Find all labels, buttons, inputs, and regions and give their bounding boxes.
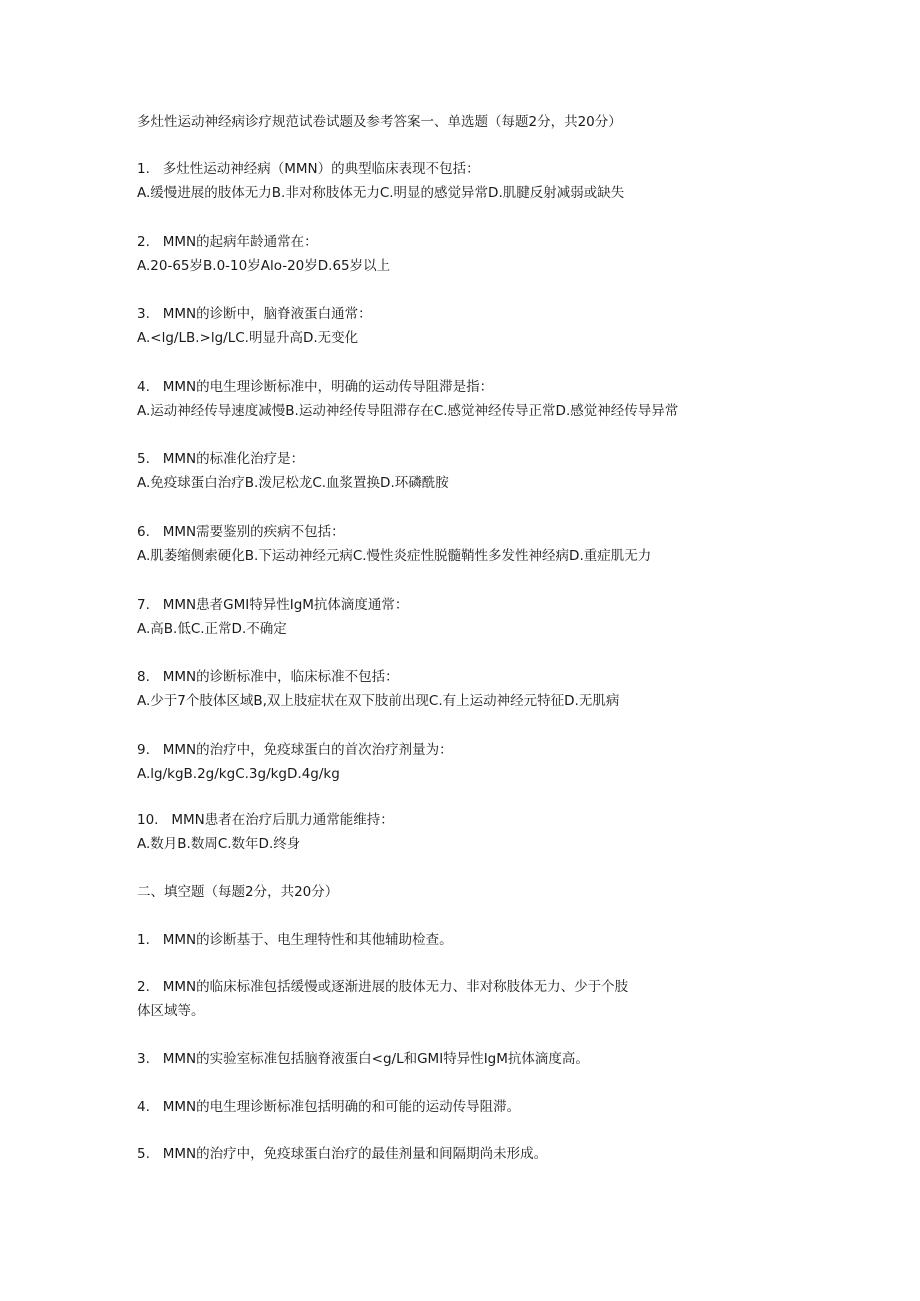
fill-item-5: [137, 1142, 817, 1166]
question-text: 1. 多灶性运动神经病（MMN）的典型临床表现不包括：: [137, 161, 480, 177]
fill-item-1: [137, 928, 817, 952]
options-text: A.免疫球蛋白治疗B.泼尼松龙C.血浆置换D.环磷酰胺: [137, 475, 449, 491]
question-text: 4. MMN的电生理诊断标准中，明确的运动传导阻滞是指：: [137, 379, 494, 395]
question-text: 10. MMN患者在治疗后肌力通常能维持：: [137, 812, 394, 828]
options-text: A.lg/kgB.2g/kgC.3g/kgD.4g/kg: [137, 766, 340, 782]
options-text: A.20-65岁B.0-10岁Alo-20岁D.65岁以上: [137, 258, 391, 274]
mcq-item-6: [137, 520, 817, 568]
mcq-item-2: [137, 230, 817, 278]
mcq-item-4: [137, 375, 817, 423]
fill-line: 体区域等。: [137, 1003, 205, 1019]
question-text: 9. MMN的治疗中，免疫球蛋白的首次治疗剂量为：: [137, 742, 453, 758]
options-text: A.运动神经传导速度减慢B.运动神经传导阻滞存在C.感觉神经传导正常D.感觉神经传导异常: [137, 403, 679, 419]
question-text: 7. MMN患者GMI特异性IgM抗体滴度通常：: [137, 597, 409, 613]
fill-item-2: [137, 975, 817, 1023]
fill-line: 5. MMN的治疗中，免疫球蛋白治疗的最佳剂量和间隔期尚未形成。: [137, 1146, 548, 1162]
question-text: 2. MMN的起病年龄通常在：: [137, 234, 318, 250]
fill-line: 2. MMN的临床标准包括缓慢或逐渐进展的肢体无力、非对称肢体无力、少于个肢: [137, 979, 629, 995]
fill-line: 3. MMN的实验室标准包括脑脊液蛋白<g/L和GMI特异性IgM抗体滴度高。: [137, 1051, 589, 1067]
options-text: A.缓慢进展的肢体无力B.非对称肢体无力C.明显的感觉异常D.肌腱反射减弱或缺失: [137, 185, 625, 201]
fill-item-4: [137, 1095, 817, 1119]
question-text: 6. MMN需要鉴别的疾病不包括：: [137, 524, 345, 540]
mcq-item-5: [137, 447, 817, 495]
document-title: 多灶性运动神经病诊疗规范试卷试题及参考答案一、单选题（每题2分，共20分）: [137, 114, 622, 130]
question-text: 3. MMN的诊断中，脑脊液蛋白通常：: [137, 306, 372, 322]
options-text: A.数月B.数周C.数年D.终身: [137, 836, 301, 852]
mcq-item-8: [137, 665, 817, 713]
fill-line: 4. MMN的电生理诊断标准包括明确的和可能的运动传导阻滞。: [137, 1099, 521, 1115]
section2-title: 二、填空题（每题2分，共20分）: [137, 884, 339, 900]
options-text: A.少于7个肢体区域B,双上肢症状在双下肢前出现C.有上运动神经元特征D.无肌病: [137, 693, 620, 709]
options-text: A.<lg/LB.>lg/LC.明显升高D.无变化: [137, 330, 359, 346]
fill-line: 1. MMN的诊断基于、电生理特性和其他辅助检查。: [137, 932, 453, 948]
question-text: 8. MMN的诊断标准中，临床标准不包括：: [137, 669, 399, 685]
mcq-item-9: [137, 738, 817, 786]
mcq-item-7: [137, 593, 817, 641]
mcq-item-1: [137, 157, 817, 205]
question-text: 5. MMN的标准化治疗是：: [137, 451, 305, 467]
mcq-item-3: [137, 302, 817, 350]
options-text: A.高B.低C.正常D.不确定: [137, 621, 287, 637]
options-text: A.肌萎缩侧索硬化B.下运动神经元病C.慢性炎症性脱髓鞘性多发性神经病D.重症肌无力: [137, 548, 652, 564]
fill-item-3: [137, 1047, 817, 1071]
mcq-item-10: [137, 808, 817, 856]
